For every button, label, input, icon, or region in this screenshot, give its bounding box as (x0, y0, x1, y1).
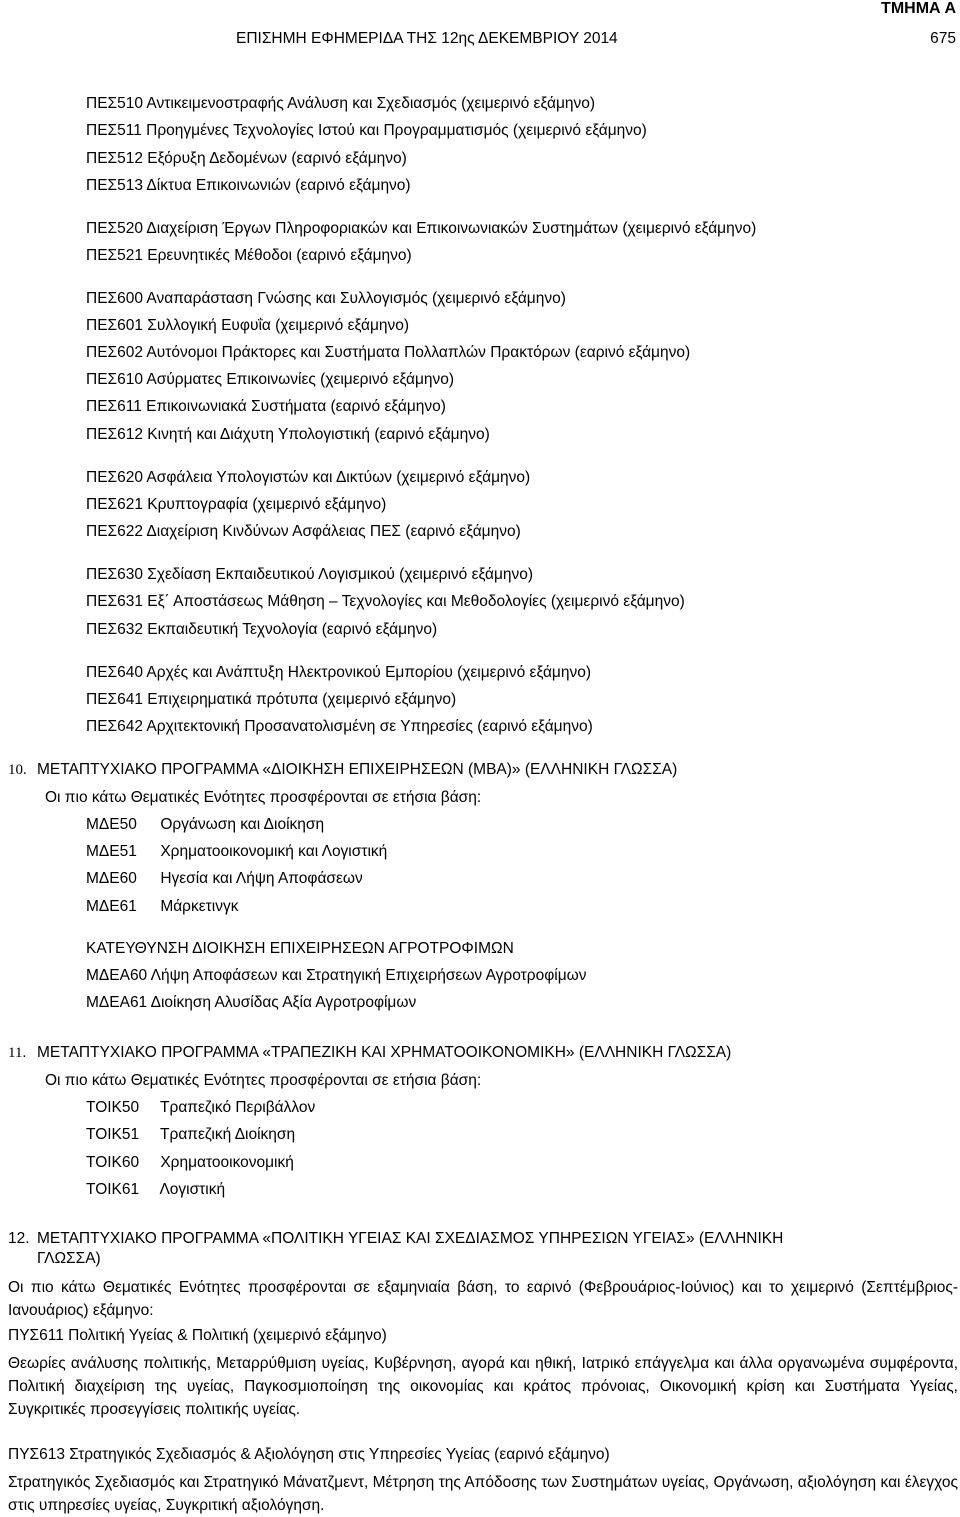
course-line: ΠΕΣ642 Αρχιτεκτονική Προσανατολισμένη σε Υπηρεσίες (εαρινό εξάμηνο) (86, 718, 593, 735)
unit-line: ΜΔΕΑ61 Διοίκηση Αλυσίδας Αξία Αγροτροφίμων (86, 994, 417, 1011)
course-line: ΠΕΣ620 Ασφάλεια Υπολογιστών και Δικτύων (χειμερινό εξάμηνο) (86, 469, 531, 486)
unit-line (86, 842, 387, 862)
course-line: ΠΕΣ601 Συλλογική Ευφυΐα (χειμερινό εξάμηνο) (86, 317, 410, 334)
program-number: 12. (8, 1230, 30, 1247)
course-line: ΠΕΣ632 Εκπαιδευτική Τεχνολογία (εαρινό εξάμηνο) (86, 621, 438, 638)
unit-line (86, 1180, 225, 1200)
course-line: ΠΕΣ610 Ασύρματες Επικοινωνίες (χειμερινό εξάμηνο) (86, 371, 455, 388)
unit-code: ΜΔΕ61 (86, 898, 137, 915)
program-title: ΜΕΤΑΠΤΥΧΙΑΚΟ ΠΡΟΓΡΑΜΜΑ «ΤΡΑΠΕΖΙΚΗ ΚΑΙ ΧΡΗΜΑΤΟΟΙΚΟΝΟΜΙΚΗ» (ΕΛΛΗΝΙΚΗ ΓΛΩΣΣΑ) (37, 1044, 732, 1061)
unit-line (86, 1125, 295, 1145)
course-line: ΠΕΣ612 Κινητή και Διάχυτη Υπολογιστική (εαρινό εξάμηνο) (86, 426, 490, 443)
course-line: ΠΕΣ520 Διαχείριση Έργων Πληροφοριακών και Επικοινωνιακών Συστημάτων (χειμερινό εξάμηνο) (86, 220, 757, 237)
course-line: ΠΕΣ640 Αρχές και Ανάπτυξη Ηλεκτρονικού Εμπορίου (χειμερινό εξάμηνο) (86, 664, 592, 681)
course-line: ΠΕΣ600 Αναπαράσταση Γνώσης και Συλλογισμός (χειμερινό εξάμηνο) (86, 290, 566, 307)
unit-name: Χρηματοοικονομική και Λογιστική (160, 843, 388, 860)
course-line: ΠΕΣ641 Επιχειρηματικά πρότυπα (χειμερινό εξάμηνο) (86, 691, 457, 708)
unit-code: ΜΔΕ60 (86, 870, 137, 887)
course-title: ΠΥΣ613 Στρατηγικός Σχεδιασμός & Αξιολόγηση στις Υπηρεσίες Υγείας (εαρινό εξάμηνο) (8, 1446, 610, 1463)
program-intro: Οι πιο κάτω Θεματικές Ενότητες προσφέρονται σε ετήσια βάση: (45, 789, 482, 806)
course-line: ΠΕΣ521 Ερευνητικές Μέθοδοι (εαρινό εξάμηνο) (86, 247, 412, 264)
track-title: ΚΑΤΕΥΘΥΝΣΗ ΔΙΟΙΚΗΣΗ ΕΠΙΧΕΙΡΗΣΕΩΝ ΑΓΡΟΤΡΟΦΙΜΩΝ (86, 940, 514, 957)
unit-line (86, 1098, 315, 1118)
course-line: ΠΕΣ510 Αντικειμενοστραφής Ανάλυση και Σχεδιασμός (χειμερινό εξάμηνο) (86, 95, 596, 112)
unit-line (86, 897, 238, 917)
unit-code: ΜΔΕ50 (86, 816, 137, 833)
course-line: ΠΕΣ513 Δίκτυα Επικοινωνιών (εαρινό εξάμηνο) (86, 177, 411, 194)
course-line: ΠΕΣ511 Προηγμένες Τεχνολογίες Ιστού και Προγραμματισμός (χειμερινό εξάμηνο) (86, 122, 647, 139)
course-line: ΠΕΣ621 Κρυπτογραφία (χειμερινό εξάμηνο) (86, 496, 387, 513)
unit-name: Τραπεζικό Περιβάλλον (160, 1099, 316, 1116)
program-number: 11. (8, 1045, 27, 1061)
unit-code: ΤΟΙΚ60 (86, 1154, 140, 1171)
unit-name: Τραπεζική Διοίκηση (160, 1126, 296, 1143)
course-description: Στρατηγικός Σχεδιασμός και Στρατηγικό Μάνατζμεντ, Μέτρηση της Απόδοσης των Συστημάτων υγείας, Οργάνωση, αξιολόγηση και έλεγχος στις υπηρεσίες υγείας, Συγκριτική αξιολόγηση. (8, 1474, 958, 1514)
course-title: ΠΥΣ611 Πολιτική Υγείας & Πολιτική (χειμερινό εξάμηνο) (8, 1327, 387, 1344)
course-line: ΠΕΣ611 Επικοινωνιακά Συστήματα (εαρινό εξάμηνο) (86, 398, 446, 415)
program-number: 10. (8, 762, 27, 778)
unit-code: ΤΟΙΚ61 (86, 1181, 140, 1198)
program-intro: Οι πιο κάτω Θεματικές Ενότητες προσφέρονται σε ετήσια βάση: (45, 1072, 482, 1089)
program-title: ΜΕΤΑΠΤΥΧΙΑΚΟ ΠΡΟΓΡΑΜΜΑ «ΠΟΛΙΤΙΚΗ ΥΓΕΙΑΣ ΚΑΙ ΣΧΕΔΙΑΣΜΟΣ ΥΠΗΡΕΣΙΩΝ ΥΓΕΙΑΣ» (ΕΛΛΗΝΙΚΗ (37, 1230, 784, 1247)
program-intro: Οι πιο κάτω Θεματικές Ενότητες προσφέρονται σε εξαμηνιαία βάση, το εαρινό (Φεβρουάριος-Ιούνιος) και το χειμερινό (Σεπτέμβριος-Ιανουάριος) εξάμηνο: (8, 1279, 958, 1319)
gazette-title: ΕΠΙΣΗΜΗ ΕΦΗΜΕΡΙΔΑ ΤΗΣ 12ης ΔΕΚΕΜΒΡΙΟΥ 2014 (236, 30, 618, 47)
course-line: ΠΕΣ512 Εξόρυξη Δεδομένων (εαρινό εξάμηνο) (86, 150, 407, 167)
unit-name: Λογιστική (159, 1181, 226, 1198)
page-number: 675 (930, 30, 956, 47)
unit-code: ΤΟΙΚ50 (86, 1099, 140, 1116)
unit-name: Χρηματοοικονομική (160, 1154, 294, 1171)
course-line: ΠΕΣ630 Σχεδίαση Εκπαιδευτικού Λογισμικού (χειμερινό εξάμηνο) (86, 566, 534, 583)
unit-line (86, 815, 324, 835)
course-line: ΠΕΣ602 Αυτόνομοι Πράκτορες και Συστήματα Πολλαπλών Πρακτόρων (εαρινό εξάμηνο) (86, 344, 691, 361)
unit-line (86, 1153, 294, 1173)
section-label: ΤΜΗΜΑ Α (881, 0, 956, 17)
unit-name: Μάρκετινγκ (160, 898, 239, 915)
course-line: ΠΕΣ631 Εξ΄ Αποστάσεως Μάθηση – Τεχνολογίες και Μεθοδολογίες (χειμερινό εξάμηνο) (86, 593, 685, 610)
unit-code: ΜΔΕ51 (86, 843, 137, 860)
unit-code: ΤΟΙΚ51 (86, 1126, 140, 1143)
program-title: ΜΕΤΑΠΤΥΧΙΑΚΟ ΠΡΟΓΡΑΜΜΑ «ΔΙΟΙΚΗΣΗ ΕΠΙΧΕΙΡΗΣΕΩΝ (ΜΒΑ)» (ΕΛΛΗΝΙΚΗ ΓΛΩΣΣΑ) (37, 761, 678, 778)
program-title-continued: ΓΛΩΣΣΑ) (37, 1250, 101, 1267)
course-description: Θεωρίες ανάλυσης πολιτικής, Μεταρρύθμιση υγείας, Κυβέρνηση, αγορά και ηθική, Ιατρικό επάγγελμα και άλλα οργανωμένα συμφέροντα, Πολιτική διαχείριση της υγείας, Παγκοσμιοποίηση της οικονομίας και κράτος πρόνοιας, Οικονομική κρίση και Συστήματα Υγείας, Συγκριτικές προσεγγίσεις πολιτικής υγείας. (8, 1355, 958, 1418)
course-line: ΠΕΣ622 Διαχείριση Κινδύνων Ασφάλειας ΠΕΣ (εαρινό εξάμηνο) (86, 523, 521, 540)
unit-name: Οργάνωση και Διοίκηση (160, 816, 325, 833)
unit-line (86, 869, 363, 889)
unit-name: Ηγεσία και Λήψη Αποφάσεων (160, 870, 363, 887)
unit-line: ΜΔΕΑ60 Λήψη Αποφάσεων και Στρατηγική Επιχειρήσεων Αγροτροφίμων (86, 967, 587, 984)
